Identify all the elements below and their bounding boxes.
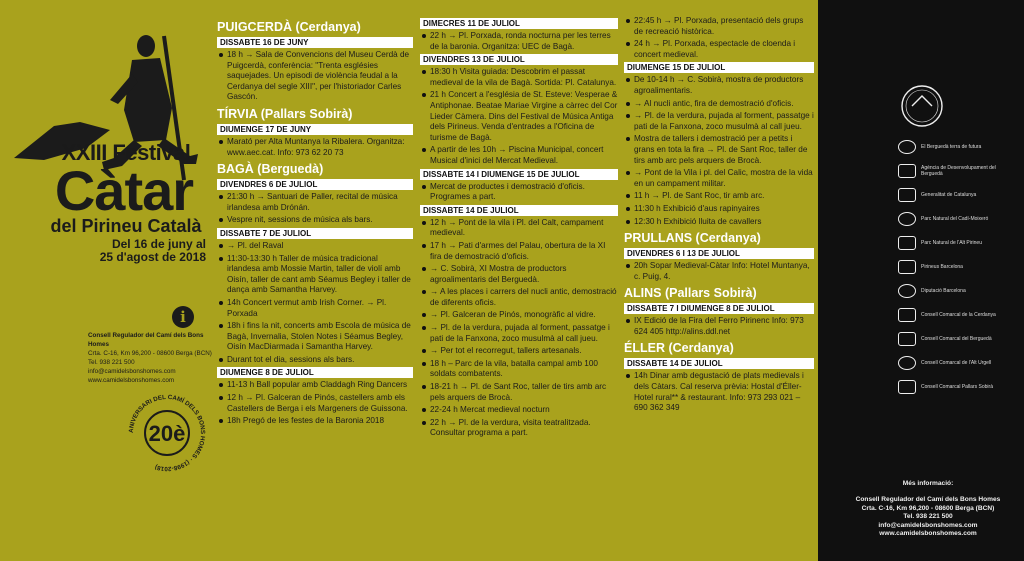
festival-dates-line2: 25 d'agost de 2018 <box>99 250 206 264</box>
date-banner: DISSABTE 7 I DIUMENGE 8 DE JULIOL <box>624 303 814 314</box>
event-item <box>217 192 413 213</box>
date-banner: DIVENDRES 6 I 13 DE JULIOL <box>624 248 814 259</box>
event-text: 21:30 h → Santuari de Paller, recital de música irlandesa amb Drónán. <box>227 192 398 212</box>
sponsor-emblem-icon <box>898 164 916 178</box>
event-item <box>420 182 618 203</box>
event-item <box>624 316 814 337</box>
event-text: Mostra de tallers i demostració per a petits i grans en tota la fira → Pl. de Sant Roc, taller de tirs amb arc pels arquers de Brocà. <box>634 134 808 165</box>
more-info-web[interactable]: www.camidelsbonshomes.com <box>879 530 977 538</box>
festival-subtitle: del Pirineu Català <box>50 216 202 236</box>
sponsor-name: Parc Natural de l'Alt Pirineu <box>921 240 982 246</box>
event-text: De 10-14 h → C. Sobirà, mostra de productors agroalimentaris. <box>634 75 804 95</box>
festival-dates <box>0 238 212 264</box>
sponsor-logo <box>898 354 1018 372</box>
sponsor-logo <box>898 306 1018 324</box>
more-info-block <box>840 480 1016 538</box>
event-text: 21 h Concert a l'església de St. Esteve: Vesperae & Antiphonae. Beatae Mariae Virgine a càrrec del Cor Lieder Càmera. Dins del Festival de Música Antiga dels Pirineus. Venda d'entrades a l'Oficina de turisme de Bagà. <box>430 90 618 142</box>
event-item <box>420 405 618 416</box>
anniversary-badge <box>122 388 212 478</box>
badge-number: 20è <box>148 421 186 446</box>
program-column-1 <box>217 16 413 429</box>
sponsor-name: El Berguedà terra de futura <box>921 144 982 150</box>
event-item <box>217 416 413 427</box>
sponsor-logos <box>898 138 1018 402</box>
sponsor-emblem-icon <box>898 140 916 154</box>
event-item <box>624 191 814 202</box>
left-panel <box>0 0 212 561</box>
place-heading: ÉLLER (Cerdanya) <box>624 341 734 356</box>
more-info-name: Consell Regulador del Camí dels Bons Homes <box>855 496 1001 504</box>
contact-block <box>88 331 212 385</box>
sponsor-logo <box>898 234 1018 252</box>
event-text: 12 h → Pont de la vila i Pl. del Calt, campament medieval. <box>430 217 604 238</box>
event-text: Mercat de productes i demostració d'oficis. Programes a part. <box>430 181 585 202</box>
event-text: 14h Concert vermut amb Irish Corner. → Pl. Porxada <box>227 297 387 318</box>
date-banner: DISSABTE 7 DE JULIOL <box>217 228 413 239</box>
event-item <box>624 168 814 189</box>
contact-web[interactable]: www.camidelsbonshomes.com <box>88 377 175 384</box>
event-text: → Pl. de la verdura, pujada al forment, passatge i pati de la Fanxona, zoco musulmà al call jueu. <box>634 111 814 131</box>
event-text: 14h Dinar amb degustació de plats medievals i dels Càtars. Cal reserva prèvia: Hostal d'Éller-Hotel rural** & restaurant. Info: 973 293 021 – 690 362 349 <box>634 371 804 413</box>
sponsor-name: Agència de Desenvolupament del Berguedà <box>921 165 996 177</box>
sponsor-logo <box>898 210 1018 228</box>
event-text: 18 h → Sala de Convencions del Museu Cerdà de Puigcerdà, conferència: "Trenta esglésies saquejades. Un episodi de violència feudal a la Cerdanya del segle XIII", per l'historiador Carles Gascón. <box>227 50 410 102</box>
date-banner: DISSABTE 14 I DIUMENGE 15 DE JULIOL <box>420 169 618 180</box>
event-text: 12 h → Pl. Galceran de Pinós, castellers amb els Castellers de Berga i els Margeners de Guissona. <box>227 393 408 413</box>
event-text: 22:45 h → Pl. Porxada, presentació dels grups de recreació històrica. <box>634 16 804 36</box>
event-text: 24 h → Pl. Porxada, espectacle de cloenda i concert medieval. <box>634 39 796 59</box>
more-info-email[interactable]: info@camidelsbonshomes.com <box>878 521 978 529</box>
event-text: Durant tot el dia, sessions als bars. <box>227 354 355 364</box>
event-item <box>624 217 814 228</box>
event-text: 18-21 h → Pl. de Sant Roc, taller de tirs amb arc pels arquers de Brocà. <box>430 382 607 402</box>
contact-address: Crta. C-16, Km 96,200 - 08600 Berga (BCN) <box>88 350 212 357</box>
sponsor-name: Consell Comarcal de la Cerdanya <box>921 312 996 318</box>
event-text: → Pl. de la verdura, pujada al forment, passatge i pati de la Fanxona, zoco musulmà al call jueu. <box>430 323 610 343</box>
date-banner: DISSABTE 16 DE JUNY <box>217 37 413 48</box>
sponsor-logo <box>898 330 1018 348</box>
event-item <box>420 241 618 262</box>
date-banner: DIUMENGE 15 DE JULIOL <box>624 62 814 73</box>
contact-email[interactable]: info@camidelsbonshomes.com <box>88 368 176 375</box>
sponsor-emblem-icon <box>898 236 916 250</box>
more-info-heading: Més informació: <box>902 480 954 487</box>
more-info-address: Crta. C-16, Km 96,200 - 08600 Berga (BCN) <box>861 504 995 512</box>
event-item <box>420 67 618 88</box>
date-banner: DIMECRES 11 DE JULIOL <box>420 18 618 29</box>
event-text: 18 h – Parc de la vila, batalla campal amb 100 soldats combatents. <box>430 358 598 379</box>
event-item <box>217 298 413 319</box>
event-text: 20h Sopar Medieval-Càtar Info: Hotel Muntanya, c. Puig, 4. <box>634 261 810 281</box>
sponsor-emblem-icon <box>898 188 916 202</box>
sponsor-logo <box>898 282 1018 300</box>
event-text: 11-13 h Ball popular amb Claddagh Ring Dancers <box>227 380 408 390</box>
event-item <box>217 50 413 103</box>
event-text: 11:30-13:30 h Taller de música tradicional irlandesa amb Mossie Martin, taller de violí amb Oisín, taller de cant amb Séamus Begley i taller de dança amb Samantha Harvey. <box>227 253 411 295</box>
festival-edition: XXIII Festival <box>61 140 191 165</box>
date-banner: DIUMENGE 17 DE JUNY <box>217 124 413 135</box>
sponsor-emblem-icon <box>898 332 916 346</box>
right-panel <box>818 0 1024 561</box>
event-item <box>420 287 618 308</box>
event-text: 18h Pregó de les festes de la Baronia 2018 <box>227 416 385 426</box>
event-text: 11:30 h Exhibició d'aus rapinyaires <box>634 203 760 213</box>
badge-ring-text: ANIVERSARI DEL CAMÍ DELS BONS HOMES · (1998-2018) <box>127 393 207 473</box>
event-item <box>624 134 814 166</box>
event-text: → Pont de la Vila i pl. del Calic, mostra de la vida en un campament militar. <box>634 168 813 188</box>
event-item <box>217 355 413 366</box>
event-item <box>420 418 618 439</box>
sponsor-name: Parc Natural del Cadí-Moixeró <box>921 216 989 222</box>
event-text: → Per tot el recorregut, tallers artesanals. <box>430 346 582 356</box>
sponsor-name: Generalitat de Catalunya <box>921 192 977 198</box>
event-text: Vespre nit, sessions de música als bars. <box>227 215 373 225</box>
sponsor-logo <box>898 378 1018 396</box>
event-item <box>624 99 814 110</box>
sponsor-logo <box>898 138 1018 156</box>
event-item <box>217 254 413 296</box>
date-banner: DIVENDRES 6 DE JULIOL <box>217 179 413 190</box>
event-text: 11 h → Pl. de Sant Roc, tir amb arc. <box>634 191 765 201</box>
event-item <box>420 31 618 52</box>
event-item <box>420 346 618 357</box>
event-item <box>624 371 814 413</box>
sponsor-logo <box>898 258 1018 276</box>
sponsor-logo <box>898 162 1018 180</box>
date-banner: DISSABTE 14 DE JULIOL <box>624 358 814 369</box>
event-text: 12:30 h Exhibició lluita de cavallers <box>634 216 762 226</box>
event-text: 18h i fins la nit, concerts amb Escola de música de Bagà, Invernalia, Stolen Notes i Séamus Begley, Oisín MacDiarmada i Samantha Harvey. <box>227 321 411 352</box>
contact-phone: Tel. 938 221 500 <box>88 359 135 366</box>
sponsor-logo <box>898 186 1018 204</box>
event-text: 22 h → Pl. Porxada, ronda nocturna per les terres de la baronia. Organitza: UEC de Bagà. <box>430 31 611 51</box>
event-text: 22 h → Pl. de la verdura, visita teatralitzada. Consultar programa a part. <box>430 417 591 438</box>
date-banner: DIVENDRES 13 DE JULIOL <box>420 54 618 65</box>
more-info-phone: Tel. 938 221 500 <box>903 513 953 521</box>
event-item <box>217 241 413 252</box>
event-item <box>624 204 814 215</box>
sponsor-name: Consell Comarcal Pallars Sobirà <box>921 384 993 390</box>
cami-bons-homes-seal-logo <box>900 84 944 128</box>
event-item <box>217 215 413 226</box>
event-text: → C. Sobirà, XI Mostra de productors agroalimentaris del Berguedà. <box>430 264 567 284</box>
event-item <box>624 39 814 60</box>
event-item <box>624 75 814 96</box>
event-item <box>420 382 618 403</box>
sponsor-emblem-icon <box>898 356 916 370</box>
event-item <box>624 111 814 132</box>
event-item <box>624 16 814 37</box>
place-heading: BAGÀ (Berguedà) <box>217 162 324 177</box>
place-heading: TÍRVIA (Pallars Sobirà) <box>217 106 353 121</box>
sponsor-name: Consell Comarcal del Berguedà <box>921 336 992 342</box>
program-column-2 <box>420 16 618 441</box>
info-icon: i <box>172 306 194 328</box>
event-text: 18:30 h Visita guiada: Descobrim el passat medieval de la vila de Bagà. Sortida: Pl. Catalunya. <box>430 67 617 87</box>
event-item <box>420 323 618 344</box>
festival-title: Càtar <box>54 159 194 222</box>
sponsor-emblem-icon <box>898 284 916 298</box>
sponsor-emblem-icon <box>898 380 916 394</box>
sponsor-name: Consell Comarcal de l'Alt Urgell <box>921 360 992 366</box>
event-item <box>217 380 413 391</box>
event-text: IX Edició de la Fira del Ferro Pirinenc Info: 973 624 405 http://alins.ddl.net <box>634 316 804 336</box>
event-item <box>420 218 618 239</box>
event-text: → Al nucli antic, fira de demostració d'oficis. <box>634 98 794 108</box>
sponsor-name: Diputació Barcelona <box>921 288 966 294</box>
event-text: → Pl. Galceran de Pinós, monogràfic al vidre. <box>430 310 596 320</box>
event-item <box>420 310 618 321</box>
event-item <box>420 90 618 143</box>
sponsor-name: Pirineus Barcelona <box>921 264 963 270</box>
event-text: → Pl. del Raval <box>227 240 284 250</box>
event-text: → A les places i carrers del nucli antic, demostració de diferents oficis. <box>430 287 617 307</box>
date-banner: DISSABTE 14 DE JULIOL <box>420 205 618 216</box>
sponsor-emblem-icon <box>898 212 916 226</box>
sponsor-emblem-icon <box>898 260 916 274</box>
festival-dates-line1: Del 16 de juny al <box>111 237 206 251</box>
event-text: 17 h → Pati d'armes del Palau, obertura de la XI fira de demostració d'oficis. <box>430 240 606 261</box>
event-text: 22-24 h Mercat medieval nocturn <box>430 405 550 415</box>
place-heading: PUIGCERDÀ (Cerdanya) <box>217 20 361 34</box>
program-column-3 <box>624 16 814 416</box>
contact-name: Consell Regulador del Camí dels Bons Homes <box>88 332 204 348</box>
event-text: A partir de les 10h → Piscina Municipal, concert Musical d'inici del Mercat Medieval. <box>430 145 604 165</box>
event-item <box>217 137 413 158</box>
sponsor-emblem-icon <box>898 308 916 322</box>
event-item <box>217 393 413 414</box>
date-banner: DIUMENGE 8 DE JULIOL <box>217 367 413 378</box>
event-item <box>217 321 413 353</box>
event-item <box>420 145 618 166</box>
event-text: Marató per Alta Muntanya la Ribalera. Organitza: www.aec.cat. Info: 973 62 20 73 <box>227 136 405 157</box>
event-item <box>420 264 618 285</box>
event-item <box>624 261 814 282</box>
place-heading: PRULLANS (Cerdanya) <box>624 231 761 246</box>
event-item <box>420 359 618 380</box>
festival-title-block <box>0 140 212 264</box>
place-heading: ALINS (Pallars Sobirà) <box>624 286 757 301</box>
